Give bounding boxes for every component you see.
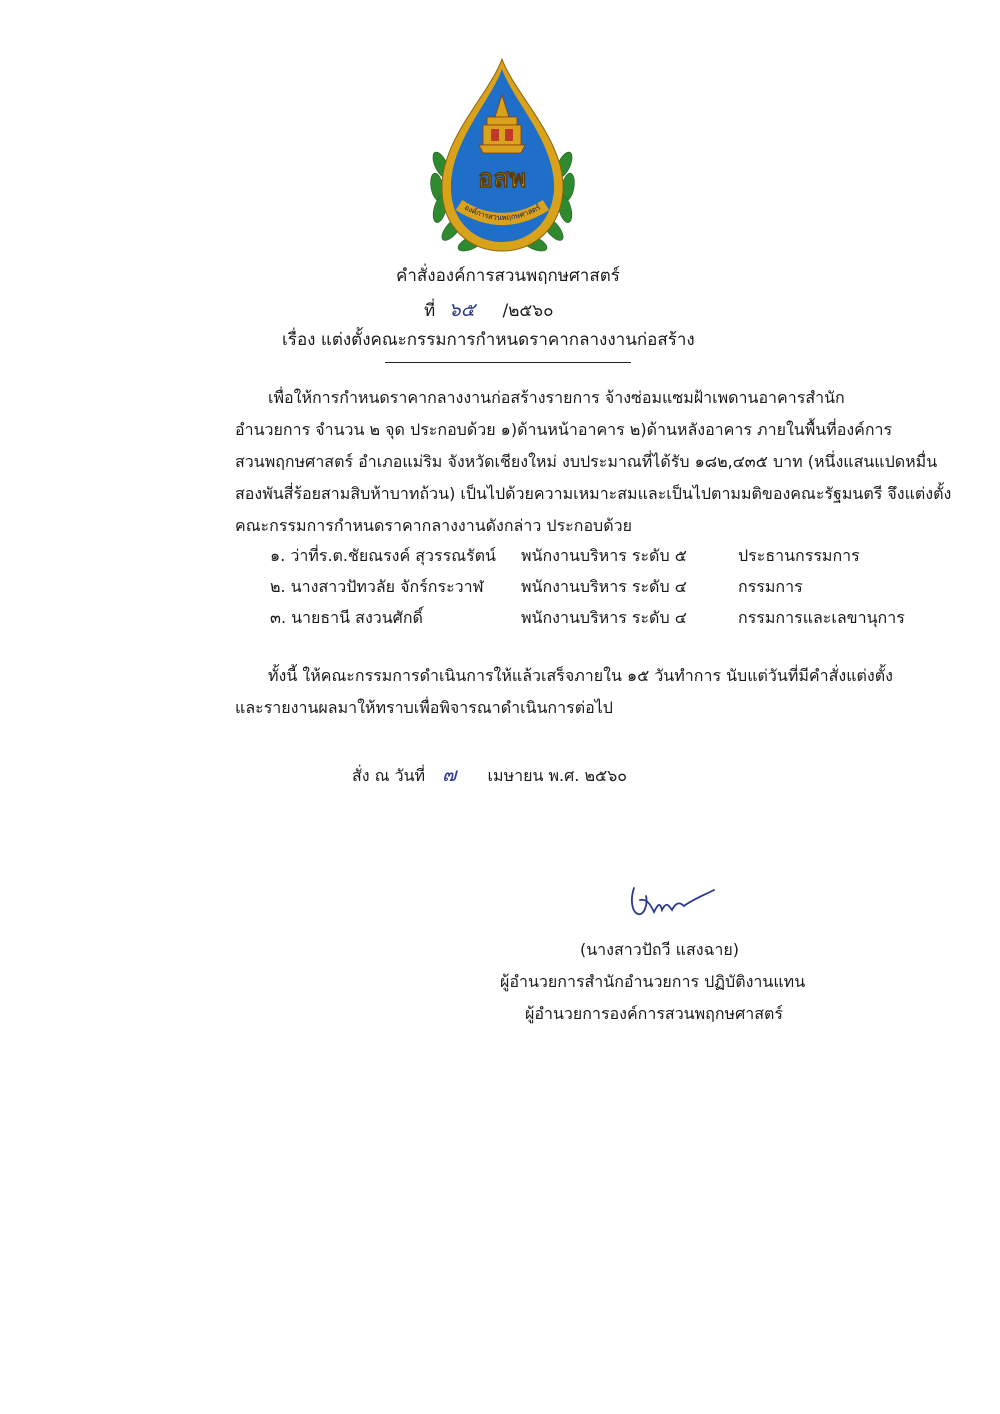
- committee-member-name: ๑. ว่าที่ร.ต.ชัยณรงค์ สุวรรณรัตน์: [270, 546, 496, 565]
- svg-text:องค์การสวนพฤกษศาสตร์: องค์การสวนพฤกษศาสตร์: [462, 202, 543, 223]
- committee-member-position: พนักงานบริหาร ระดับ ๔: [521, 608, 687, 627]
- signer-name: (นางสาวปัถวี แสงฉาย): [580, 940, 740, 959]
- body-line: สองพันสี่ร้อยสามสิบห้าบาทถ้วน) เป็นไปด้วยความเหมาะสมและเป็นไปตามมติของคณะรัฐมนตรี จึงแต่งตั้ง: [235, 484, 952, 503]
- committee-member-name: ๒. นางสาวปัทวลัย จักร์กระวาฬ: [270, 577, 484, 596]
- committee-member-role: ประธานกรรมการ: [738, 546, 860, 565]
- order-number-suffix: /๒๕๖๐: [502, 301, 554, 321]
- header-divider: [385, 362, 631, 363]
- committee-member-role: กรรมการ: [738, 577, 803, 596]
- body-line: สวนพฤกษศาสตร์ อำเภอแม่ริม จังหวัดเชียงใหม่ งบประมาณที่ได้รับ ๑๘๒,๔๓๕ บาท (หนึ่งแสนแปดหมื่น: [235, 452, 938, 471]
- svg-text:อสพ: อสพ: [477, 164, 527, 194]
- closing-line: ทั้งนี้ ให้คณะกรรมการดำเนินการให้แล้วเสร็จภายใน ๑๕ วันทำการ นับแต่วันที่มีคำสั่งแต่งตั้ง: [268, 666, 893, 685]
- committee-member-name: ๓. นายธานี สงวนศักดิ์: [270, 608, 423, 627]
- signer-title-2: ผู้อำนวยการองค์การสวนพฤกษศาสตร์: [525, 1004, 783, 1023]
- signer-title-1: ผู้อำนวยการสำนักอำนวยการ ปฏิบัติงานแทน: [500, 972, 806, 991]
- order-number: [424, 295, 553, 325]
- body-line: อำนวยการ จำนวน ๒ จุด ประกอบด้วย ๑)ด้านหน้าอาคาร ๒)ด้านหลังอาคาร ภายในพื้นที่องค์การ: [235, 420, 893, 439]
- committee-member-role: กรรมการและเลขานุการ: [738, 608, 905, 627]
- body-line: เพื่อให้การกำหนดราคากลางงานก่อสร้างรายการ จ้างซ่อมแซมฝ้าเพดานอาคารสำนัก: [268, 388, 845, 407]
- committee-member-position: พนักงานบริหาร ระดับ ๕: [521, 546, 687, 565]
- order-subject: เรื่อง แต่งตั้งคณะกรรมการกำหนดราคากลางงานก่อสร้าง: [282, 330, 695, 350]
- order-number-handwritten: ๖๕: [448, 299, 476, 321]
- organization-logo: [425, 55, 580, 260]
- order-title: คำสั่งองค์การสวนพฤกษศาสตร์: [396, 266, 620, 286]
- body-line: คณะกรรมการกำหนดราคากลางงานดังกล่าว ประกอบด้วย: [235, 516, 632, 535]
- handwritten-signature: [622, 878, 717, 928]
- committee-member-position: พนักงานบริหาร ระดับ ๔: [521, 577, 687, 596]
- date-day-handwritten: ๗: [442, 764, 457, 786]
- order-number-prefix: ที่: [424, 301, 436, 321]
- closing-line: และรายงานผลมาให้ทราบเพื่อพิจารณาดำเนินการต่อไป: [235, 698, 613, 717]
- date-prefix: สั่ง ณ วันที่: [352, 766, 426, 785]
- date-rest: เมษายน พ.ศ. ๒๕๖๐: [487, 766, 628, 785]
- order-date: [352, 760, 627, 790]
